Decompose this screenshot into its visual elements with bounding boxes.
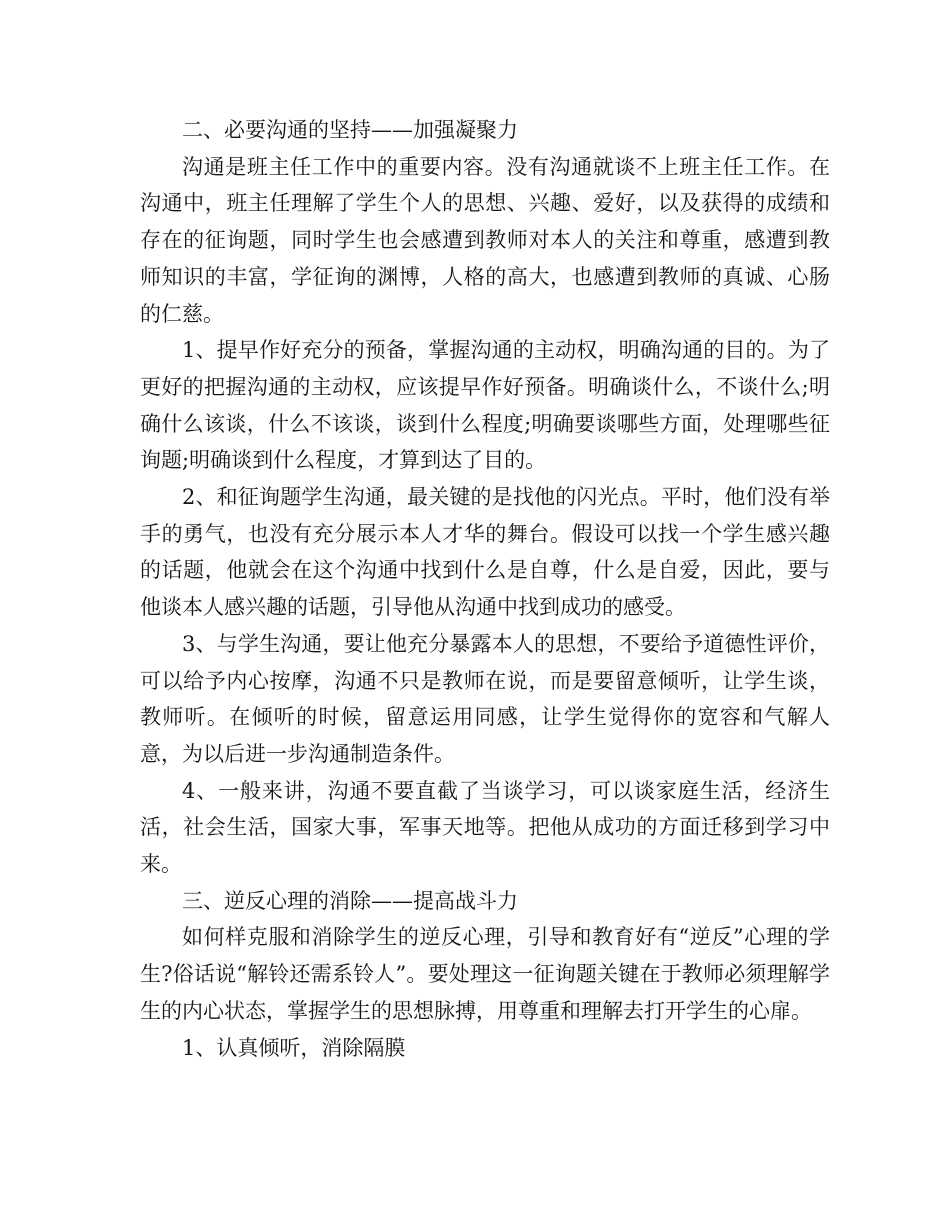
subheading-listen-carefully: 1、认真倾听，消除隔膜	[182, 1035, 406, 1060]
paragraph-point-2-highlights: 2、和征询题学生沟通，最关键的是找他的闪光点。平时，他们没有举手的勇气，也没有充分展示本人才华的舞台。假设可以找一个学生感兴趣的话题，他就会在这个沟通中找到什么是自尊，什么是自爱，因此，要与他谈本人感兴趣的话题，引导他从沟通中找到成功的感受。	[140, 485, 830, 620]
paragraph-rebellion-intro: 如何样克服和消除学生的逆反心理，引导和教育好有“逆反”心理的学生?俗话说“解铃还需系铃人”。要处理这一征询题关键在于教师必须理解学生的内心状态，掌握学生的思想脉搏，用尊重和理解去打开学生的心扉。	[140, 925, 830, 1023]
paragraph-communication-intro: 沟通是班主任工作中的重要内容。没有沟通就谈不上班主任工作。在沟通中，班主任理解了学生个人的思想、兴趣、爱好，以及获得的成绩和存在的征询题，同时学生也会感遭到教师对本人的关注和尊重，感遭到教师知识的丰富，学征询的渊博，人格的高大，也感遭到教师的真诚、心肠的仁慈。	[140, 154, 830, 326]
paragraph-point-4-topics: 4、一般来讲，沟通不要直截了当谈学习，可以谈家庭生活，经济生活，社会生活，国家大事，军事天地等。把他从成功的方面迁移到学习中来。	[140, 778, 830, 877]
section-heading-rebellion: 三、逆反心理的消除——提高战斗力	[182, 888, 518, 913]
paragraph-point-3-listening: 3、与学生沟通，要让他充分暴露本人的思想，不要给予道德性评价，可以给予内心按摩，沟通不只是教师在说，而是要留意倾听，让学生谈，教师听。在倾听的时候，留意运用同感，让学生觉得你的宽容和气解人意，为以后进一步沟通制造条件。	[140, 631, 830, 766]
paragraph-point-1-preparation: 1、提早作好充分的预备，掌握沟通的主动权，明确沟通的目的。为了更好的把握沟通的主动权，应该提早作好预备。明确谈什么，不谈什么;明确什么该谈，什么不该谈，谈到什么程度;明确要谈哪些方面，处理哪些征询题;明确谈到什么程度，才算到达了目的。	[140, 338, 830, 473]
section-heading-communication: 二、必要沟通的坚持——加强凝聚力	[182, 118, 518, 142]
document-body	[140, 112, 830, 1066]
